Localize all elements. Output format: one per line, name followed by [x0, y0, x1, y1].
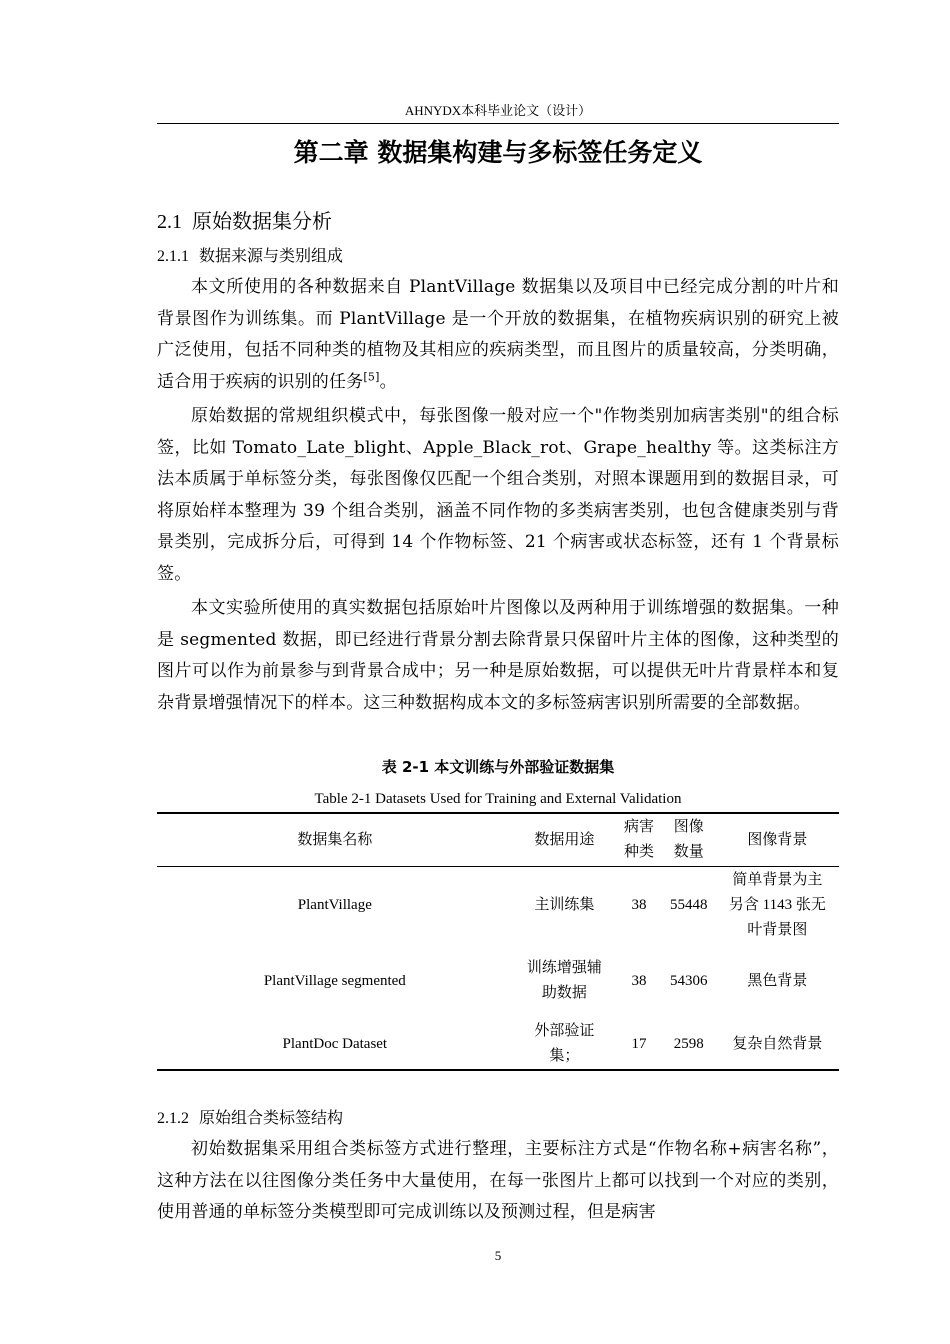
paragraph-data-source — [157, 272, 839, 398]
subsection-title: 数据来源与类别组成 — [199, 246, 344, 265]
table-caption-en: Table 2-1 Datasets Used for Training and External Validation — [314, 791, 682, 807]
cell-usage — [513, 943, 616, 1019]
subsection-heading-2-1-2 — [157, 1106, 343, 1131]
header-usage: 数据用途 — [513, 813, 616, 867]
table-row — [157, 943, 839, 1019]
cell-line: 集； — [549, 1048, 580, 1064]
cell-line: 助数据 — [541, 985, 587, 1001]
running-header: AHNYDX本科毕业论文（设计） — [404, 103, 592, 118]
table-caption-cn: 表 2-1 本文训练与外部验证数据集 — [381, 758, 615, 776]
table-header-row — [157, 813, 839, 867]
table-row — [157, 1019, 839, 1070]
paragraph-text: 本文所使用的各种数据来自 PlantVillage 数据集以及项目中已经完成分割的叶片和背景图作为训练集。而 PlantVillage 是一个开放的数据集，在植物疾病识别的研究上被广泛使用，包括不同种类的植物及其相应的疾病类型，而且图片的质量较高，分类明确，适合用于疾病的识别的任务 — [157, 277, 839, 392]
cell-line: 外部验证 — [534, 1023, 595, 1039]
section-number: 2.1 — [157, 211, 182, 233]
section-heading-2-1 — [157, 206, 332, 237]
header-image-background: 图像背景 — [716, 813, 839, 867]
paragraph-label-organization: 原始数据的常规组织模式中，每张图像一般对应一个"作物类别加病害类别"的组合标签，比如 Tomato_Late_blight、Apple_Black_rot、Grape_healthy 等。这类标注方法本质属于单标签分类，每张图像仅匹配一个组合类别，对照本课题用到的数据目录，可将原始样本整理为 39 个组合类别，涵盖不同作物的多类病害类别，也包含健康类别与背景类别，完成拆分后，可得到 14 个作物标签、21 个病害或状态标签，还有 1 个背景标签。 — [157, 406, 839, 584]
cell-image-background — [716, 867, 839, 944]
header-rule — [157, 123, 839, 124]
header-dataset-name: 数据集名称 — [157, 813, 513, 867]
page-number: 5 — [494, 1248, 502, 1263]
paragraph-label-structure: 初始数据集采用组合类标签方式进行整理，主要标注方式是“作物名称+病害名称”，这种方法在以往图像分类任务中大量使用，在每一张图片上都可以找到一个对应的类别，使用普通的单标签分类模型即可完成训练以及预测过程，但是病害 — [157, 1139, 839, 1222]
header-line: 数量 — [673, 844, 704, 860]
header-image-count — [662, 813, 716, 867]
cell-line: 训练增强辅 — [526, 960, 602, 976]
header-line: 种类 — [623, 844, 654, 860]
cell-dataset-name: PlantVillage segmented — [263, 972, 406, 989]
citation-ref: [5] — [363, 369, 380, 383]
cell-line: 叶背景图 — [747, 921, 808, 938]
cell-image-count: 54306 — [670, 972, 708, 989]
cell-dataset-name: PlantDoc Dataset — [157, 1019, 513, 1070]
header-disease-kinds — [616, 813, 662, 867]
section-title: 原始数据集分析 — [192, 209, 332, 233]
subsection-number: 2.1.2 — [157, 1110, 189, 1127]
table-row — [157, 867, 839, 944]
cell-image-background: 黑色背景 — [747, 972, 808, 989]
cell-image-count: 2598 — [662, 1019, 716, 1070]
subsection-heading-2-1-1 — [157, 244, 343, 269]
dataset-table — [157, 812, 839, 1071]
subsection-title: 原始组合类标签结构 — [199, 1108, 344, 1127]
cell-line: 主训练集 — [534, 896, 595, 913]
cell-dataset-name: PlantVillage — [297, 896, 372, 913]
subsection-number: 2.1.1 — [157, 248, 189, 265]
cell-line: 另含 1143 张无 — [728, 896, 826, 913]
cell-image-background: 复杂自然背景 — [716, 1019, 839, 1070]
paragraph-end: 。 — [379, 371, 397, 392]
cell-disease-kinds: 38 — [631, 972, 647, 989]
header-line: 图像 — [673, 819, 704, 835]
cell-usage — [513, 1019, 616, 1070]
cell-disease-kinds: 17 — [616, 1019, 662, 1070]
paragraph-experiment-data: 本文实验所使用的真实数据包括原始叶片图像以及两种用于训练增强的数据集。一种是 segmented 数据，即已经进行背景分割去除背景只保留叶片主体的图像，这种类型的图片可以作为前景参与到背景合成中；另一种是原始数据，可以提供无叶片背景样本和复杂背景增强情况下的样本。这三种数据构成本文的多标签病害识别所需要的全部数据。 — [157, 598, 839, 713]
header-line: 病害 — [623, 819, 654, 835]
cell-line: 简单背景为主 — [732, 871, 823, 888]
cell-usage — [513, 867, 616, 944]
cell-image-count: 55448 — [670, 896, 708, 913]
cell-disease-kinds: 38 — [631, 896, 647, 913]
chapter-title: 第二章 数据集构建与多标签任务定义 — [293, 138, 703, 167]
